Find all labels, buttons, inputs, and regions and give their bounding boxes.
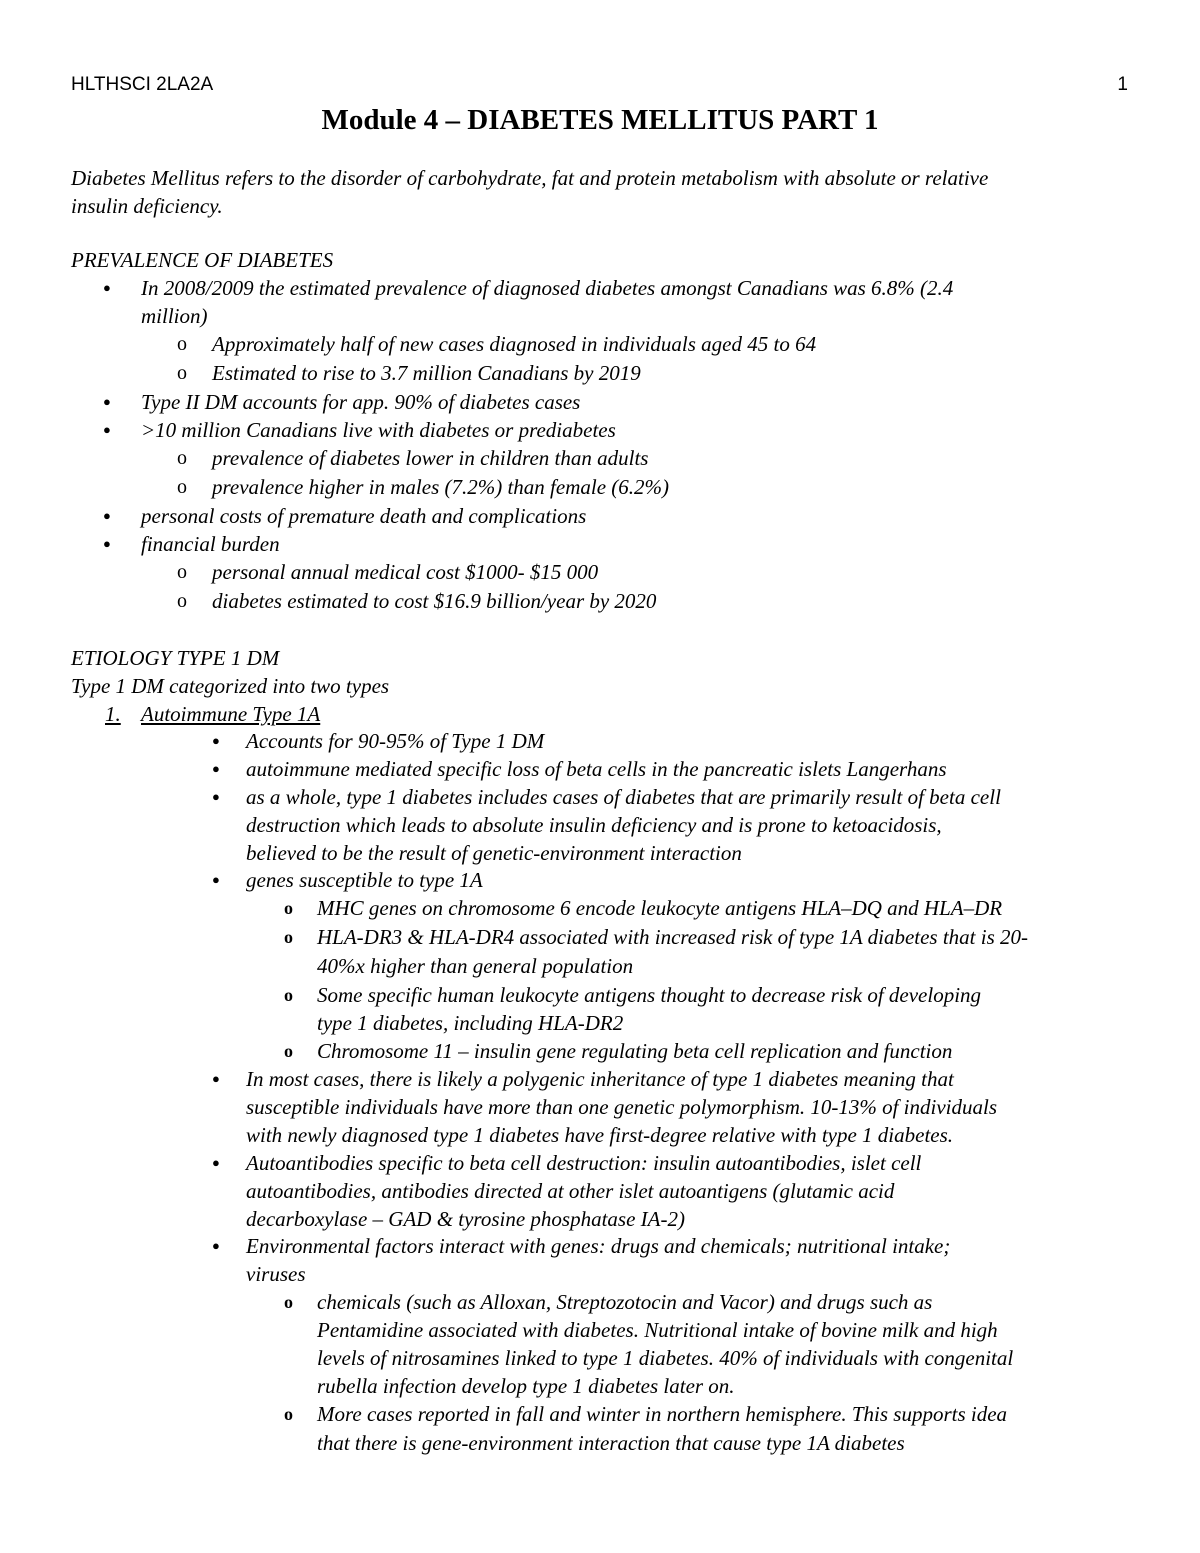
list-item: that there is gene-environment interaction that cause type 1A diabetes <box>317 1431 905 1455</box>
bullet-icon: ● <box>212 733 220 748</box>
list-item: personal annual medical cost $1000- $15 000 <box>212 560 599 584</box>
bullet-icon: ● <box>212 872 220 887</box>
circle-bullet-icon: o <box>284 898 293 918</box>
bullet-icon: ● <box>103 280 111 295</box>
list-item: In most cases, there is likely a polygenic inheritance of type 1 diabetes meaning that <box>246 1067 954 1091</box>
list-item: diabetes estimated to cost $16.9 billion/year by 2020 <box>212 589 657 613</box>
bullet-icon: ● <box>212 761 220 776</box>
intro-line: Diabetes Mellitus refers to the disorder of carbohydrate, fat and protein metabolism with absolute or relative <box>71 166 989 190</box>
bullet-icon: ● <box>103 508 111 523</box>
list-item: autoimmune mediated specific loss of beta cells in the pancreatic islets Langerhans <box>246 757 947 781</box>
list-item: MHC genes on chromosome 6 encode leukocyte antigens HLA–DQ and HLA–DR <box>317 896 1003 920</box>
list-item: Chromosome 11 – insulin gene regulating beta cell replication and function <box>317 1039 953 1063</box>
list-item: Approximately half of new cases diagnosed in individuals aged 45 to 64 <box>212 332 817 356</box>
circle-bullet-icon: o <box>177 590 187 612</box>
circle-bullet-icon: o <box>177 561 187 583</box>
list-item: Pentamidine associated with diabetes. Nutritional intake of bovine milk and high <box>317 1318 998 1342</box>
list-item: Estimated to rise to 3.7 million Canadians by 2019 <box>212 361 641 385</box>
list-item: More cases reported in fall and winter in northern hemisphere. This supports idea <box>317 1402 1008 1426</box>
list-item: levels of nitrosamines linked to type 1 diabetes. 40% of individuals with congenital <box>317 1346 1014 1370</box>
bullet-icon: ● <box>103 394 111 409</box>
circle-bullet-icon: o <box>284 1404 293 1424</box>
circle-bullet-icon: o <box>284 927 293 947</box>
list-item: viruses <box>246 1262 306 1286</box>
circle-bullet-icon: o <box>284 985 293 1005</box>
list-item: prevalence higher in males (7.2%) than female (6.2%) <box>212 475 670 499</box>
circle-bullet-icon: o <box>284 1292 293 1312</box>
bullet-icon: ● <box>212 789 220 804</box>
list-item: rubella infection develop type 1 diabetes later on. <box>317 1374 735 1398</box>
list-item: chemicals (such as Alloxan, Streptozotocin and Vacor) and drugs such as <box>317 1290 933 1314</box>
circle-bullet-icon: o <box>177 333 187 355</box>
section-heading: PREVALENCE OF DIABETES <box>71 248 334 272</box>
page-number: 1 <box>1117 74 1128 95</box>
bullet-icon: ● <box>103 422 111 437</box>
list-item: Environmental factors interact with genes: drugs and chemicals; nutritional intake; <box>246 1234 951 1258</box>
list-item: financial burden <box>141 532 280 556</box>
section-heading: ETIOLOGY TYPE 1 DM <box>71 646 280 670</box>
list-item: >10 million Canadians live with diabetes or prediabetes <box>141 418 616 442</box>
list-item: destruction which leads to absolute insulin deficiency and is prone to ketoacidosis, <box>246 813 942 837</box>
list-item: Accounts for 90-95% of Type 1 DM <box>246 729 545 753</box>
list-item: with newly diagnosed type 1 diabetes have first-degree relative with type 1 diabetes. <box>246 1123 954 1147</box>
circle-bullet-icon: o <box>177 362 187 384</box>
item-number: 1. <box>105 702 121 726</box>
circle-bullet-icon: o <box>284 1041 293 1061</box>
list-item: Type II DM accounts for app. 90% of diabetes cases <box>141 390 581 414</box>
bullet-icon: ● <box>212 1238 220 1253</box>
list-item: prevalence of diabetes lower in children than adults <box>212 446 649 470</box>
list-item: Autoantibodies specific to beta cell destruction: insulin autoantibodies, islet cell <box>246 1151 922 1175</box>
circle-bullet-icon: o <box>177 447 187 469</box>
bullet-icon: ● <box>103 536 111 551</box>
section-subheading: Type 1 DM categorized into two types <box>71 674 390 698</box>
list-item: decarboxylase – GAD & tyrosine phosphatase IA-2) <box>246 1207 685 1231</box>
intro-line: insulin deficiency. <box>71 194 223 218</box>
list-item: genes susceptible to type 1A <box>246 868 483 892</box>
list-item: In 2008/2009 the estimated prevalence of diagnosed diabetes amongst Canadians was 6.8% (2.4 <box>141 276 954 300</box>
list-item: believed to be the result of genetic-environment interaction <box>246 841 742 865</box>
list-item: 40%x higher than general population <box>317 954 634 978</box>
list-item: Some specific human leukocyte antigens thought to decrease risk of developing <box>317 983 982 1007</box>
list-item: type 1 diabetes, including HLA-DR2 <box>317 1011 624 1035</box>
list-item: personal costs of premature death and complications <box>141 504 587 528</box>
list-item: autoantibodies, antibodies directed at other islet autoantigens (glutamic acid <box>246 1179 895 1203</box>
circle-bullet-icon: o <box>177 476 187 498</box>
item-label: Autoimmune Type 1A <box>141 702 321 726</box>
page-title: Module 4 – DIABETES MELLITUS PART 1 <box>321 104 879 136</box>
course-code: HLTHSCI 2LA2A <box>71 74 214 95</box>
bullet-icon: ● <box>212 1155 220 1170</box>
list-item: susceptible individuals have more than one genetic polymorphism. 10-13% of individuals <box>246 1095 998 1119</box>
bullet-icon: ● <box>212 1071 220 1086</box>
list-item: million) <box>141 304 208 328</box>
list-item: HLA-DR3 & HLA-DR4 associated with increased risk of type 1A diabetes that is 20- <box>317 925 1029 949</box>
list-item: as a whole, type 1 diabetes includes cases of diabetes that are primarily result of beta cell <box>246 785 1001 809</box>
